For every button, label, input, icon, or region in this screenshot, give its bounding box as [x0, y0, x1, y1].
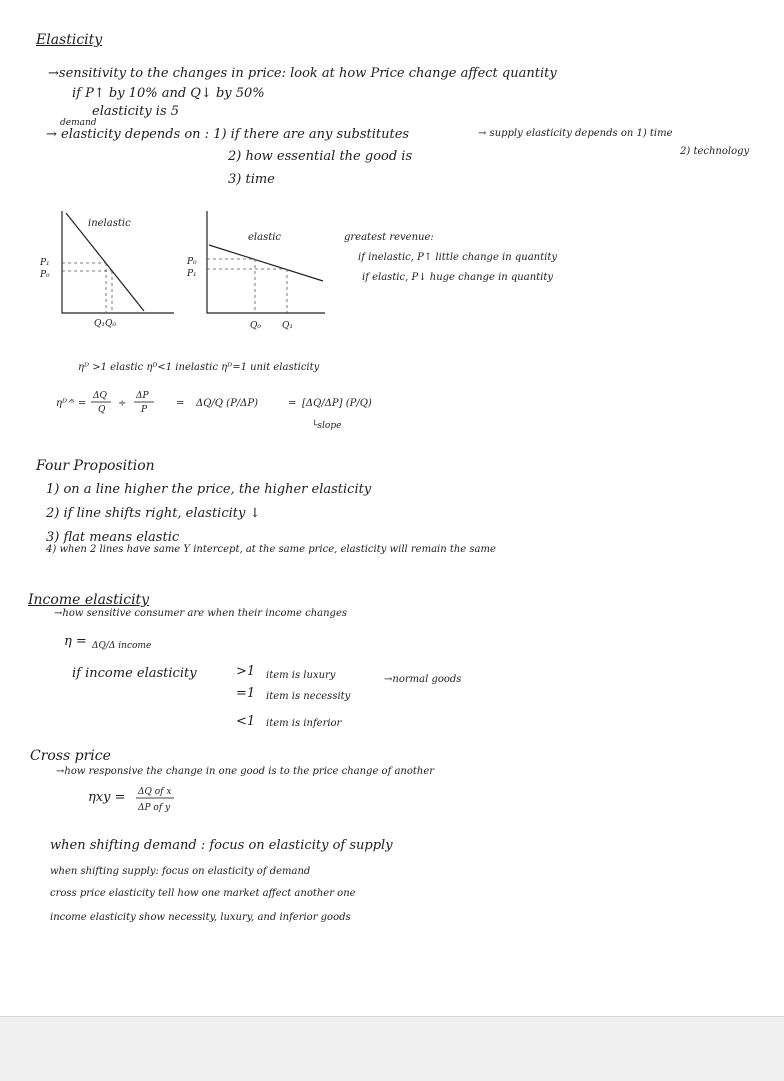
formula-lhs: ηᴰᐟˢ = — [56, 398, 87, 409]
inelastic-p1-label: P₁ — [40, 258, 50, 268]
proposition-1: 1) on a line higher the price, the higher elasticity — [46, 482, 372, 497]
four-proposition-title: Four Proposition — [36, 458, 155, 474]
note-sensitivity: →sensitivity to the changes in price: look at how Price change affect quantity — [48, 66, 557, 81]
revenue-line1: if inelastic, P↑ little change in quantity — [358, 252, 558, 263]
elastic-axes — [207, 211, 325, 313]
income-if-label: if income elasticity — [72, 666, 197, 681]
inelastic-title: inelastic — [88, 218, 131, 229]
summary-3: cross price elasticity tell how one market affect another one — [50, 888, 356, 899]
inelastic-q-label: Q₁Q₀ — [94, 319, 116, 329]
note-demand-label: demand — [60, 118, 97, 128]
formula-frac1-den: Q — [98, 405, 106, 415]
elastic-p1-label: P₁ — [187, 269, 197, 279]
income-cond1-text: item is luxury — [266, 670, 336, 681]
inelastic-guide-p1 — [62, 263, 106, 313]
income-formula-frac: ΔQ/Δ income — [92, 641, 152, 651]
revenue-title: greatest revenue: — [344, 232, 434, 243]
cross-title: Cross price — [30, 748, 111, 764]
formula-frac2-num: ΔP — [136, 391, 149, 401]
elastic-demand-graph — [175, 205, 335, 335]
formula-frac1-num: ΔQ — [93, 391, 107, 401]
note-depends-2: 2) how essential the good is — [228, 149, 413, 164]
formula-part3: ΔQ/Q (P/ΔP) — [196, 398, 259, 409]
elastic-p0-label: P₀ — [187, 257, 197, 267]
cross-formula-num: ΔQ of x — [138, 787, 172, 797]
revenue-line2: if elastic, P↓ huge change in quantity — [362, 272, 554, 283]
elastic-title: elastic — [248, 232, 282, 243]
formula-div: ÷ — [118, 398, 127, 409]
income-cond3-text: item is inferior — [266, 718, 342, 729]
elastic-guide-p0 — [207, 259, 255, 313]
note-depends-3: 3) time — [228, 172, 275, 187]
elastic-demand-line — [209, 245, 323, 281]
income-formula-lhs: η = — [64, 634, 87, 649]
summary-4: income elasticity show necessity, luxury, and inferior goods — [50, 912, 351, 923]
summary-2: when shifting supply: focus on elasticity of demand — [50, 866, 311, 877]
page-bottom-margin — [0, 1016, 784, 1081]
income-title: Income elasticity — [28, 592, 150, 608]
income-normal-goods: →normal goods — [384, 674, 462, 685]
proposition-3: 3) flat means elastic — [46, 530, 180, 545]
proposition-2: 2) if line shifts right, elasticity ↓ — [46, 506, 261, 521]
heading-elasticity: Elasticity — [36, 32, 103, 48]
inelastic-guide-p0 — [62, 271, 112, 313]
cross-definition: →how responsive the change in one good is to the price change of another — [56, 766, 435, 777]
formula-frac2-den: P — [141, 405, 148, 415]
cross-formula-lhs: ηxy = — [88, 790, 126, 805]
note-depends-on: → elasticity depends on : 1) if there are any substitutes — [46, 127, 410, 142]
note-supply-depends-2: 2) technology — [680, 146, 750, 157]
elastic-guide-p1 — [207, 269, 287, 313]
note-example-if: if P↑ by 10% and Q↓ by 50% — [72, 86, 265, 101]
note-example-result: elasticity is 5 — [92, 104, 180, 119]
note-supply-depends: → supply elasticity depends on 1) time — [478, 128, 673, 139]
formula-eq2: = — [288, 398, 297, 409]
formula-eq: = — [176, 398, 185, 409]
formula-part4: [ΔQ/ΔP] (P/Q) — [302, 398, 372, 409]
income-cond2-text: item is necessity — [266, 691, 351, 702]
income-definition: →how sensitive consumer are when their income changes — [54, 608, 347, 619]
elastic-q0-label: Q₀ — [250, 321, 261, 331]
inelastic-p0-label: P₀ — [40, 270, 50, 280]
cross-formula-bar — [136, 797, 176, 799]
formula-slope-label: └slope — [312, 421, 342, 431]
income-cond2: =1 — [236, 686, 256, 701]
income-cond3: <1 — [236, 714, 256, 729]
cross-formula-den: ΔP of y — [138, 803, 171, 813]
income-cond1: >1 — [236, 664, 256, 679]
proposition-4: 4) when 2 lines have same Y intercept, at the same price, elasticity will remain the same — [46, 544, 496, 555]
elastic-q1-label: Q₁ — [282, 321, 293, 331]
summary-1: when shifting demand : focus on elasticity of supply — [50, 838, 393, 853]
elasticity-rules: ηᴰ >1 elastic ηᴰ<1 inelastic ηᴰ=1 unit elasticity — [78, 362, 320, 373]
